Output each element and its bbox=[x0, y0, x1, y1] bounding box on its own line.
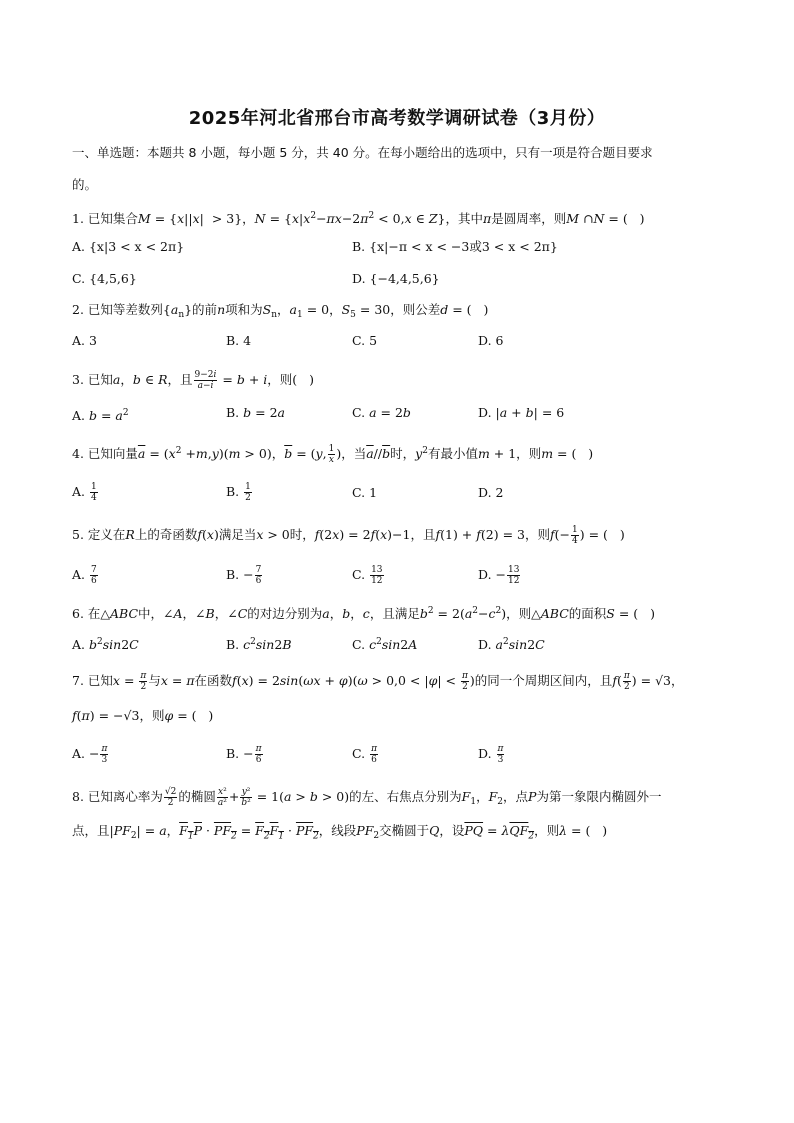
question-6-option-d: D. $a^2\sin 2C$ bbox=[478, 637, 545, 652]
question-4-option-a: A. $\frac{1}{4}$ bbox=[72, 482, 97, 503]
question-4-option-c: C. 1 bbox=[352, 485, 378, 500]
question-6-option-a: A. $b^2\sin 2C$ bbox=[72, 637, 139, 652]
question-4-option-b: B. $\frac{1}{2}$ bbox=[226, 482, 251, 503]
question-3-option-c: C. a = 2b bbox=[352, 405, 411, 420]
question-4-stem: 4. 已知向量$\overline{a} = (x^2 +m,y)(m > 0)$，$\overline{b} = (y$, $\frac{1}{x}$ )，当$\overline{a}//\overline{b}$时，$y^2$有最小值m + 1，则m = ( ) bbox=[72, 444, 594, 465]
question-1-stem: 1. 已知集合M = {x||x| > 3}，$N = \{x|x^2-\pi x-2\pi^2 < 0,x$ ∈ Z}，其中π是圆周率，则M ∩N = ( ) bbox=[72, 211, 645, 226]
question-8-stem-line1: 8. 已知离心率为 $\frac{√2}{2}$ 的椭圆 $\frac{\text{x²}}{\text{a²}}$ + $\frac{\text{y²}}{\text{b²}}$ = 1(a > b > 0)的左、右焦点分别为$F_1$，$F_2$，点P为第一象限内椭圆外一 bbox=[72, 787, 662, 808]
question-6-option-b: B. $c^2\sin 2B$ bbox=[226, 637, 292, 652]
question-2-option-a: A. 3 bbox=[72, 333, 97, 348]
question-5-option-a: A. $\frac{7}{6}$ bbox=[72, 565, 97, 586]
question-7-option-d: D. $\frac{\pi}{3}$ bbox=[478, 744, 504, 765]
question-6-stem: 6. 在△ABC中，∠A，∠B，∠C的对边分别为a，b，c，且满足$b^2 = 2(a^2-c^2)$，则△ABC的面积S = ( ) bbox=[72, 606, 655, 621]
question-3-option-a: A. $b = a^2$ bbox=[72, 408, 129, 423]
section-instructions-line1: 一、单选题：本题共 8 小题，每小题 5 分，共 40 分。在每小题给出的选项中，只有一项是符合题目要求 bbox=[72, 145, 653, 160]
question-7-option-b: B. − $\frac{\pi}{6}$ bbox=[226, 744, 262, 765]
question-2-option-d: D. 6 bbox=[478, 333, 504, 348]
question-6-option-c: C. $c^2\sin 2A$ bbox=[352, 637, 418, 652]
question-5-option-d: D. − $\frac{13}{12}$ bbox=[478, 565, 520, 586]
question-1-option-b: B. {x|−π < x < −3或3 < x < 2π} bbox=[352, 239, 558, 254]
section-instructions-line2: 的。 bbox=[72, 177, 98, 192]
question-2-stem: 2. 已知等差数列$\{a_n\}$的前n项和为$S_n$，$a_1 = 0$，$S_5 = 30$，则公差d = ( ) bbox=[72, 302, 489, 320]
question-7-stem-line1: 7. 已知x = $\frac{\pi}{2}$ 与x = π在函数f(x) = 2sin(ωx + φ)(ω > 0,0 < |φ| < $\frac{\pi}{2}$ )的同一个周期区间内，且f( $\frac{\pi}{2}$ ) = √3， bbox=[72, 671, 684, 692]
question-1-option-c: C. {4,5,6} bbox=[72, 271, 137, 286]
question-7-option-c: C. $\frac{\pi}{6}$ bbox=[352, 744, 377, 765]
question-1-option-a: A. {x|3 < x < 2π} bbox=[72, 239, 185, 254]
question-8-stem-line2: 点，且$|PF_2| = a$，$F_1P \cdot PF_2 = F_2F_1 \cdot PF_2$，线段$PF_2$交椭圆于Q，设$\overline{PQ} = \lambda QF_2$，则λ = ( ) bbox=[72, 823, 608, 842]
question-2-option-b: B. 4 bbox=[226, 333, 252, 348]
question-7-stem-line2: f(π) = −√3，则φ = ( ) bbox=[72, 708, 214, 723]
question-5-option-b: B. − $\frac{7}{6}$ bbox=[226, 565, 262, 586]
question-7-option-a: A. − $\frac{\pi}{3}$ bbox=[72, 744, 108, 765]
question-4-option-d: D. 2 bbox=[478, 485, 504, 500]
question-3-stem: 3. 已知a，b ∈ R，且 $\frac{9-2i}{a-i}$ = b + i，则( ) bbox=[72, 370, 314, 391]
question-5-option-c: C. $\frac{13}{12}$ bbox=[352, 565, 383, 586]
question-1-option-d: D. {−4,4,5,6} bbox=[352, 271, 440, 286]
exam-title: 2025年河北省邢台市高考数学调研试卷（3月份） bbox=[188, 108, 606, 129]
question-3-option-d: D. |a + b| = 6 bbox=[478, 405, 565, 420]
question-2-option-c: C. 5 bbox=[352, 333, 378, 348]
question-3-option-b: B. b = 2a bbox=[226, 405, 285, 420]
question-5-stem: 5. 定义在R上的奇函数f(x)满足当x > 0时，f(2x) = 2f(x)−1，且f(1) + f(2) = 3，则f(− $\frac{1}{4}$ ) = ( ) bbox=[72, 525, 625, 546]
